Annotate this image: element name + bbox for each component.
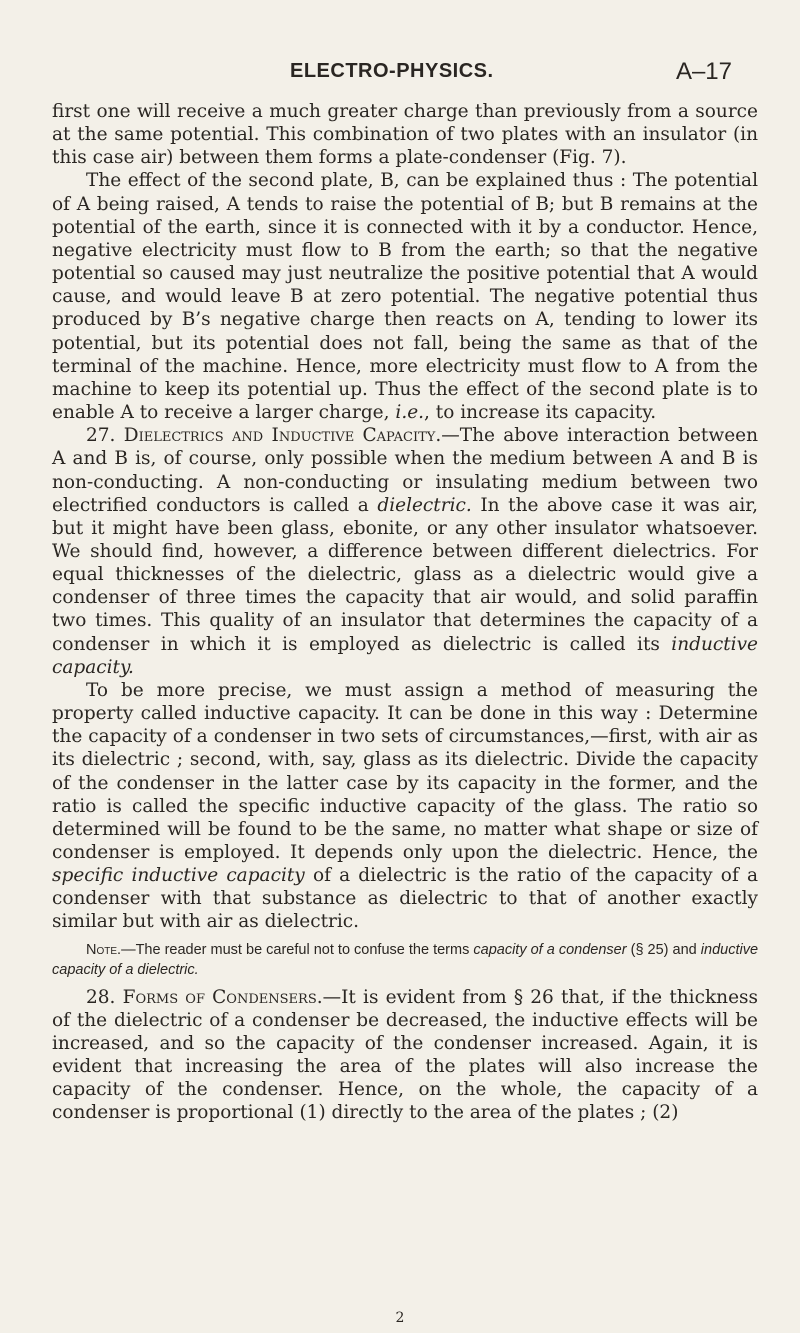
section-27-text-a: —The above interaction between A and B is, of course, only possible when the medium between A and B is non-conducting. A non-conducting or insulating medium between two electrified conductors is called a: [52, 425, 759, 516]
paragraph-text: The effect of the second plate, B, can be explained thus : The potential of A being raised, A tends to raise the potential of B; but B remains at the potential of the earth, since it is connected with it by a conductor. Hence, negative electricity must flow to B from the earth; so that the negative potential so caused may just neutralize the positive potential that A would cause, and would leave B at zero potential. The negative potential thus produced by B’s negative charge then reacts on A, tending to lower its potential, but its potential does not fall, being the same as that of the terminal of the machine. Hence, more electricity must flow to A from the machine to keep its potential up. Thus the effect of the second plate is to enable A to receive a larger charge,: [52, 170, 758, 424]
note-label: Note.: [86, 941, 122, 958]
paragraph-measuring-text-b: of a dielectric is the ratio of the capacity of a condenser with that substance as dielectric to that of another exactly similar but with air as dielectric.: [52, 865, 758, 933]
section-28-heading: 28. Forms of Condensers.: [86, 986, 323, 1008]
abbreviation-ie: i.e.: [395, 402, 425, 424]
running-head-title: ELECTRO-PHYSICS.: [290, 60, 494, 82]
section-27-heading: 27. Dielectrics and Inductive Capacity.: [86, 425, 442, 447]
paragraph-text-end: , to increase its capacity.: [424, 402, 657, 424]
note: [52, 940, 758, 980]
body-text: [52, 100, 758, 1125]
section-28-text: —It is evident from § 26 that, if the thickness of the dielectric of a condenser be decreased, the inductive effects will be increased, and so the capacity of the condenser increased. Again, it is evident that increasing the area of the plates will also increase the capacity of the condenser. Hence, on the whole, the capacity of a condenser is proportional (1) directly to the area of the plates ; (2): [52, 986, 759, 1124]
paragraph-second-plate-effect: [52, 169, 758, 424]
paragraph-measuring-capacity: [52, 679, 758, 934]
signature-mark: 2: [395, 1310, 405, 1326]
note-text-a: —The reader must be careful not to confuse the terms: [121, 941, 470, 958]
note-text-b: (§ 25) and: [630, 941, 697, 958]
running-head: [0, 60, 800, 90]
term-dielectric: dielectric.: [377, 494, 472, 516]
section-27-text-b: In the above case it was air, but it might have been glass, ebonite, or any other insulator whatsoever. We should find, however, a difference between different dielectrics. For equal thicknesses of the dielectric, glass as a dielectric would give a condenser of three times the capacity that air would, and solid paraffin two times. This quality of an insulator that determines the capacity of a condenser in which it is employed as dielectric is called its: [52, 494, 758, 655]
note-term-inductive: inductive capacity of a dielectric.: [52, 941, 759, 978]
section-28-paragraph: [52, 986, 758, 1125]
note-term-capacity: capacity of a condenser: [473, 941, 627, 958]
term-specific-inductive-capacity: specific inductive capacity: [52, 865, 305, 887]
page-number: A–17: [675, 58, 732, 85]
section-27-paragraph: [52, 424, 758, 679]
paragraph-continuation: first one will receive a much greater charge than previously from a source at the same potential. This combination of two plates with an insulator (in this case air) between them forms a plate-condenser (Fig. 7).: [52, 101, 758, 169]
term-inductive-capacity: inductive capacity.: [52, 633, 758, 678]
paragraph-measuring-text-a: To be more precise, we must assign a method of measuring the property called inductive capacity. It can be done in this way : Determine the capacity of a condenser in two sets of circumstances,—first, with air as its dielectric ; second, with, say, glass as its dielectric. Divide the capacity of the condenser in the latter case by its capacity in the former, and the ratio is called the specific inductive capacity of the glass. The ratio so determined will be found to be the same, no matter what shape or size of condenser is employed. It depends only upon the dielectric. Hence, the: [52, 679, 758, 863]
